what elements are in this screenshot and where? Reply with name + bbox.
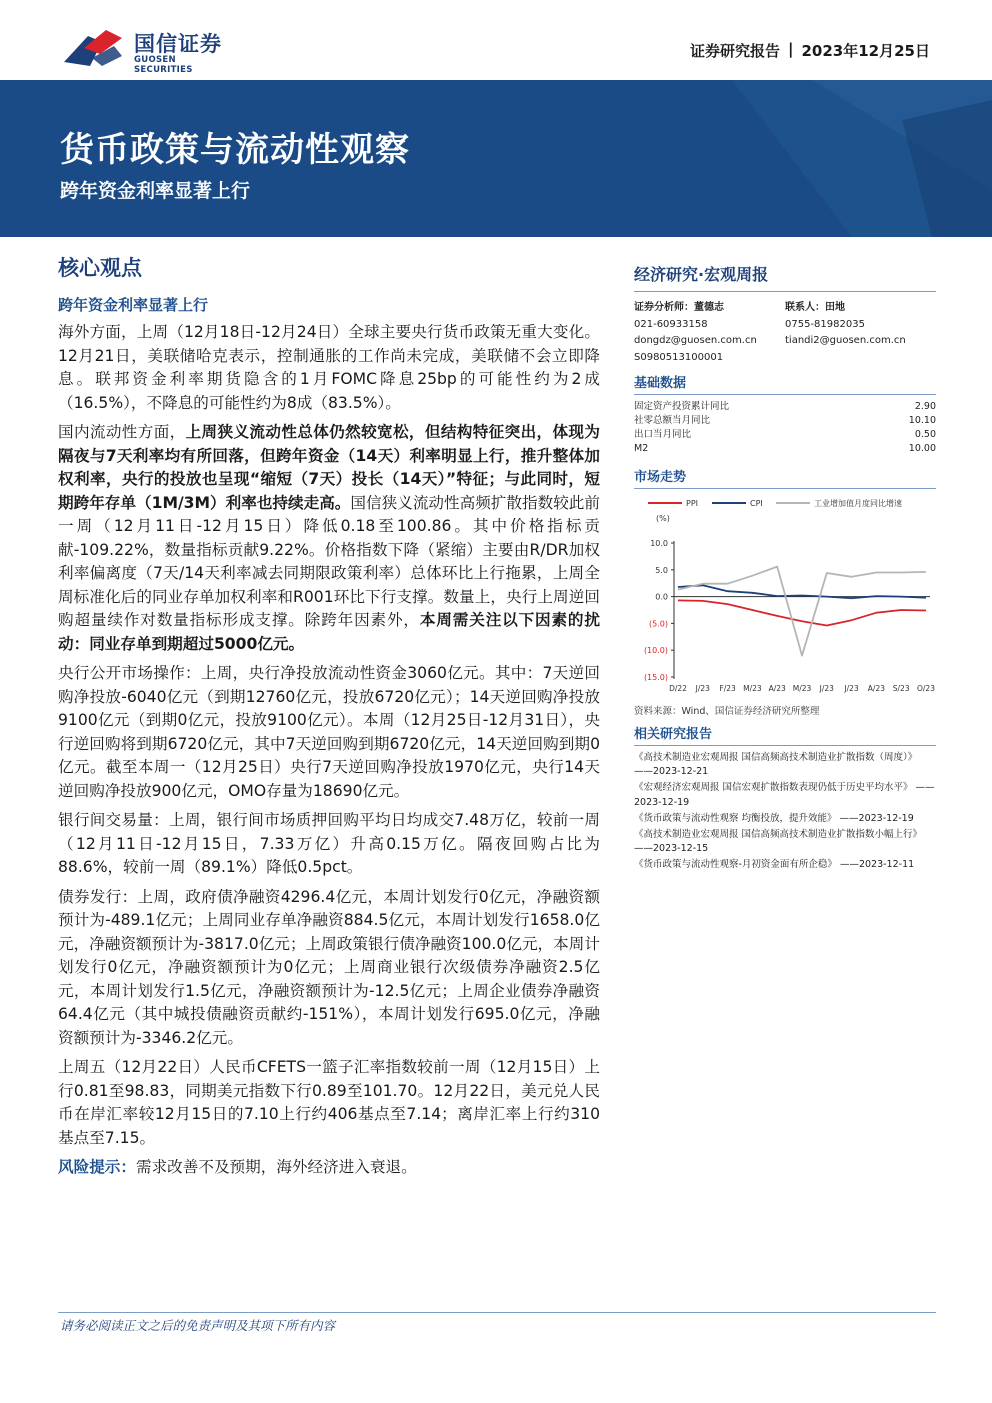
guosen-logo-icon xyxy=(62,28,126,68)
related-report-item[interactable]: 《货币政策与流动性观察-月初资金面有所企稳》 ——2023-12-11 xyxy=(634,859,915,871)
x-tick-label: S/23 xyxy=(892,684,910,693)
footer-disclaimer: 请务必阅读正文之后的免责声明及其项下所有内容 xyxy=(60,1318,336,1333)
x-tick-label: A/23 xyxy=(768,684,786,693)
domestic-focus: 本周需关注以下因素的扰动：同业存单到期超过5000亿元。 xyxy=(58,611,600,653)
main-content xyxy=(58,252,600,1180)
analyst-cert: S0980513100001 xyxy=(634,351,724,363)
contact-column xyxy=(785,300,936,366)
y-unit-label: (%) xyxy=(656,514,670,523)
report-subtitle: 跨年资金利率显著上行 xyxy=(60,180,251,202)
x-tick-label: J/23 xyxy=(695,684,710,693)
market-trend-chart xyxy=(634,495,936,701)
paragraph-domestic xyxy=(58,421,600,656)
report-title: 货币政策与流动性观察 xyxy=(60,130,410,170)
guosen-logo xyxy=(62,28,232,75)
related-report-item[interactable]: 《宏观经济宏观周报 国信宏观扩散指数表现仍低于历史平均水平》 ——2023-12-19 xyxy=(634,782,935,808)
report-meta xyxy=(690,40,930,61)
basic-data-row xyxy=(634,400,936,414)
related-reports-title: 相关研究报告 xyxy=(634,723,936,746)
y-tick-label: (15.0) xyxy=(643,673,668,682)
basic-data-row xyxy=(634,442,936,456)
title-banner xyxy=(0,80,992,237)
basic-data-label: 出口当月同比 xyxy=(634,429,692,440)
basic-data-value: 2.90 xyxy=(914,401,936,412)
x-tick-label: F/23 xyxy=(719,684,736,693)
y-tick-label: (10.0) xyxy=(643,646,668,656)
x-tick-label: A/23 xyxy=(867,684,886,693)
basic-data-value: 10.00 xyxy=(908,443,936,454)
domestic-highlight: 上周狭义流动性总体仍然较宽松，但结构特征突出，体现为隔夜与7天利率均有所回落，但跨年资金（14天）利率明显上行，推升整体加权利率，央行的投放也呈现“缩短（7天）投长（14天）”特征；与此同时，短期跨年存单（1M/3M）利率也持续走高。 xyxy=(58,423,600,512)
basic-data-row xyxy=(634,428,936,442)
paragraph-overseas: 海外方面，上周（12月18日-12月24日）全球主要央行货币政策无重大变化。12月21日，美联储哈克表示，控制通胀的工作尚未完成，美联储不会立即降息。联邦资金利率期货隐含的1月FOMC降息25bp的可能性约为2成（16.5%），不降息的可能性约为8成（83.5%）。 xyxy=(58,323,600,412)
related-report-item[interactable]: 《高技术制造业宏观周报 国信高频高技术制造业扩散指数小幅上行》 ——2023-12-15 xyxy=(634,829,923,855)
analyst-email[interactable]: dongdz@guosen.com.cn xyxy=(634,335,757,346)
chart-source: 资料来源：Wind、国信证券经济研究所整理 xyxy=(634,706,820,717)
basic-data-label: 社零总额当月同比 xyxy=(634,415,711,426)
page-header xyxy=(0,0,992,80)
legend-label: PPI xyxy=(686,499,699,508)
basic-data-row xyxy=(634,414,936,428)
basic-data-label: 固定资产投资累计同比 xyxy=(634,401,730,412)
basic-data-label: M2 xyxy=(634,443,649,454)
contact-email[interactable]: tiandi2@guosen.com.cn xyxy=(785,335,906,346)
y-tick-label: 0.0 xyxy=(655,592,668,602)
basic-data-value: 10.10 xyxy=(908,415,936,426)
series-line xyxy=(678,600,926,625)
y-tick-label: (5.0) xyxy=(649,619,668,629)
basic-data-table xyxy=(634,400,936,456)
domestic-detail: 国信狭义流动性高频扩散指数较此前一周（12月11日-12月15日）降低0.18至100.86。其中价格指标贡献-109.22%，数量指标贡献9.22%。价格指数下降（紧缩）主要由R/DR加权利率偏离度（7天/14天利率减去同期限政策利率）总体环比上行拖累，上周全周标准化后的同业存单加权利率和R001环比下行支撑。数量上，央行上周逆回购超量续作对数量指标形成支撑。除跨年因素外， xyxy=(58,493,600,629)
related-report-item[interactable]: 《货币政策与流动性观察 均衡投放，提升效能》 ——2023-12-19 xyxy=(634,812,914,824)
risk-text: 需求改善不及预期，海外经济进入衰退。 xyxy=(135,1158,417,1176)
related-report-item[interactable]: 《高技术制造业宏观周报 国信高频高技术制造业扩散指数（周度）》 ——2023-12-21 xyxy=(634,752,918,778)
x-tick-label: M/23 xyxy=(743,684,762,693)
paragraph-bond-issuance: 债券发行：上周，政府债净融资4296.4亿元，本周计划发行0亿元，净融资额预计为-489.1亿元；上周同业存单净融资884.5亿元，本周计划发行1658.0亿元，净融资额预计为-3817.0亿元；上周政策银行债净融资100.0亿元，本周计划发行0亿元，净融资额预计为0亿元；上周商业银行次级债券净融资2.5亿元，本周计划发行1.5亿元，净融资额预计为-12.5亿元；上周企业债券净融资64.4亿元（其中城投债融资贡献约-151%），本周计划发行695.0亿元，净融资额预计为-3346.2亿元。 xyxy=(58,887,600,1047)
section-title: 核心观点 xyxy=(58,256,142,280)
x-tick-label: J/23 xyxy=(819,684,834,693)
paragraph-fx: 上周五（12月22日）人民币CFETS一篮子汇率指数较前一周（12月15日）上行0.81至98.83，同期美元指数下行0.89至101.70。12月22日，美元兑人民币在岸汇率较12月15日的7.10上行约406基点至7.14；离岸汇率上行约310基点至7.15。 xyxy=(58,1058,600,1147)
sidebar-heading: 经济研究·宏观周报 xyxy=(634,262,936,292)
analyst-name: 证券分析师：董德志 xyxy=(634,302,724,313)
banner-decoration xyxy=(432,80,992,237)
paragraph-omo: 央行公开市场操作：上周，央行净投放流动性资金3060亿元。其中：7天逆回购净投放-6040亿元（到期12760亿元，投放6720亿元）；14天逆回购净投放9100亿元（到期0亿元，投放9100亿元）。本周（12月25日-12月31日），央行逆回购将到期6720亿元，其中7天逆回购到期6720亿元，14天逆回购到期0亿元。截至本周一（12月25日）央行7天逆回购净投放1970亿元，央行14天逆回购净投放900亿元，OMO存量为18690亿元。 xyxy=(58,664,600,800)
legend-label: 工业增加值月度同比增速 xyxy=(814,499,902,508)
x-tick-label: O/23 xyxy=(917,684,935,693)
analyst-column xyxy=(634,300,785,366)
legend-label: CPI xyxy=(750,499,763,508)
risk-label: 风险提示： xyxy=(58,1158,136,1176)
analyst-info xyxy=(634,300,936,366)
paragraph-volume: 银行间交易量：上周，银行间市场质押回购平均日均成交7.48万亿，较前一周（12月11日-12月15日，7.33万亿）升高0.15万亿。隔夜回购占比为88.6%，较前一周（89.1%）降低0.5pct。 xyxy=(58,811,600,876)
analyst-phone: 021-60933158 xyxy=(634,318,708,330)
x-tick-label: D/22 xyxy=(669,684,687,693)
line-chart xyxy=(634,495,936,701)
logo-text-en: GUOSEN SECURITIES xyxy=(134,55,193,75)
meta-separator: | xyxy=(788,40,794,58)
logo-text-cn: 国信证券 xyxy=(134,32,222,56)
sidebar xyxy=(634,262,936,875)
x-tick-label: M/23 xyxy=(792,684,812,693)
y-tick-label: 10.0 xyxy=(650,539,668,548)
basic-data-title: 基础数据 xyxy=(634,372,936,395)
market-trend-title: 市场走势 xyxy=(634,466,936,489)
y-tick-label: 5.0 xyxy=(655,565,668,575)
basic-data-value: 0.50 xyxy=(914,429,936,440)
footer-divider xyxy=(58,1312,936,1313)
domestic-lead: 国内流动性方面， xyxy=(58,423,186,441)
related-reports-list xyxy=(634,751,936,873)
risk-warning xyxy=(58,1156,600,1180)
x-tick-label: J/23 xyxy=(844,684,859,693)
report-type: 证券研究报告 xyxy=(690,42,781,60)
section-subtitle: 跨年资金利率显著上行 xyxy=(58,296,209,314)
contact-phone: 0755-81982035 xyxy=(785,318,865,330)
contact-name: 联系人：田地 xyxy=(785,302,845,313)
report-date: 2023年12月25日 xyxy=(801,42,930,60)
